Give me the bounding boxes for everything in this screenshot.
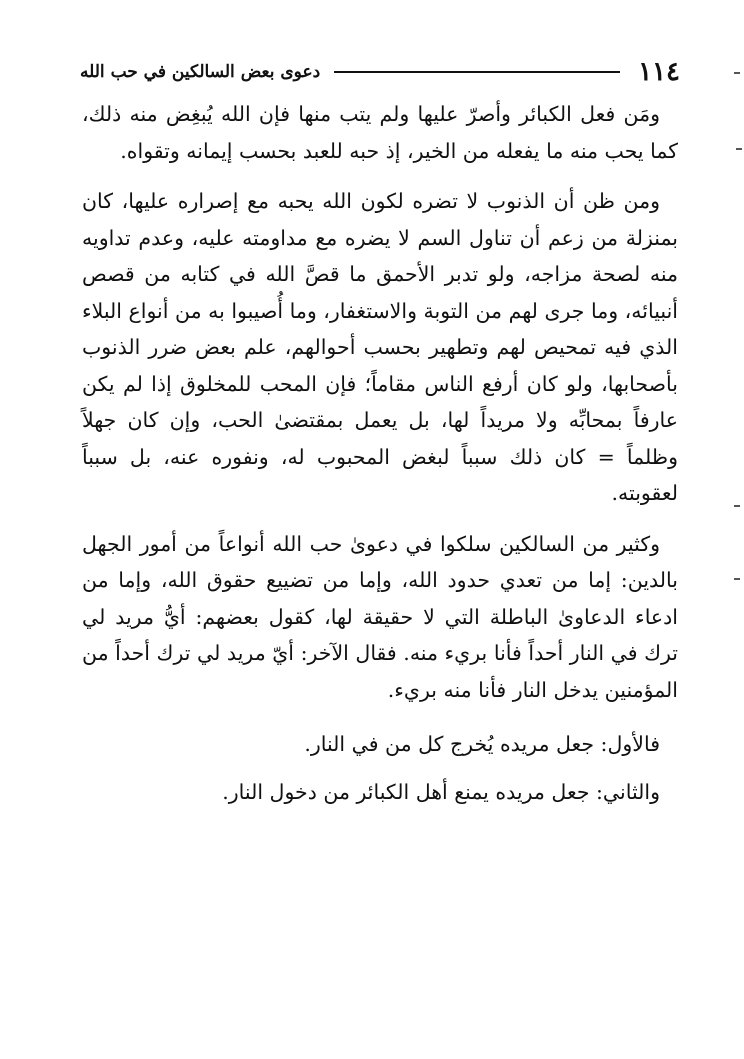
quote-line: والثاني: جعل مريده يمنع أهل الكبائر من دخول النار. — [222, 780, 660, 804]
body-text — [82, 96, 678, 818]
margin-mark — [734, 505, 740, 507]
paragraph: ومن ظن أن الذنوب لا تضره لكون الله يحبه مع إصراره عليها، كان بمنزلة من زعم أن تناول السم لا يضره مع مداومته عليه، وعدم تداويه منه لصحة مزاجه، ولو تدبر الأحمق ما قصَّ الله في كتابه من قصص أنبيائه، وما جرى لهم من التوبة والاستغفار، وما أُصيبوا به من أنواع البلاء الذي فيه تمحيص لهم وتطهير بحسب أحوالهم، علم بعض ضرر الذنوب بأصحابها، ولو كان أرفع الناس مقاماً؛ فإن المحب للمخلوق إذا لم يكن عارفاً بمحابِّه ولا مريداً لها، بل يعمل بمقتضىٰ الحب، وإن كان جهلاً وظلماً = كان ذلك سبباً لبغض المحبوب له، ونفوره عنه، بل سبباً لعقوبته. — [82, 189, 678, 505]
margin-mark — [736, 148, 742, 150]
page-number: ١١٤ — [638, 57, 680, 87]
header-rule — [334, 71, 620, 73]
running-title: دعوى بعض السالكين في حب الله — [80, 62, 321, 82]
page-header — [80, 52, 680, 92]
paragraph: وكثير من السالكين سلكوا في دعوىٰ حب الله أنواعاً من أمور الجهل بالدين: إما من تعدي حدود الله، وإما من تضييع حقوق الله، وإما من ادعاء الدعاوىٰ الباطلة التي لا حقيقة لها، كقول بعضهم: أيُّ مريد لي ترك في النار أحداً فأنا بريء منه. فقال الآخر: أيّ مريد لي ترك أحداً من المؤمنين يدخل النار فأنا منه بريء. — [82, 531, 678, 702]
margin-mark — [734, 578, 740, 580]
margin-mark — [734, 72, 740, 74]
paragraph: ومَن فعل الكبائر وأصرّ عليها ولم يتب منها فإن الله يُبغِض منه ذلك، كما يحب منه ما يفعله من الخير، إذ حبه للعبد بحسب إيمانه وتقواه. — [82, 102, 678, 163]
quote-line: فالأول: جعل مريده يُخرج كل من في النار. — [304, 732, 660, 756]
